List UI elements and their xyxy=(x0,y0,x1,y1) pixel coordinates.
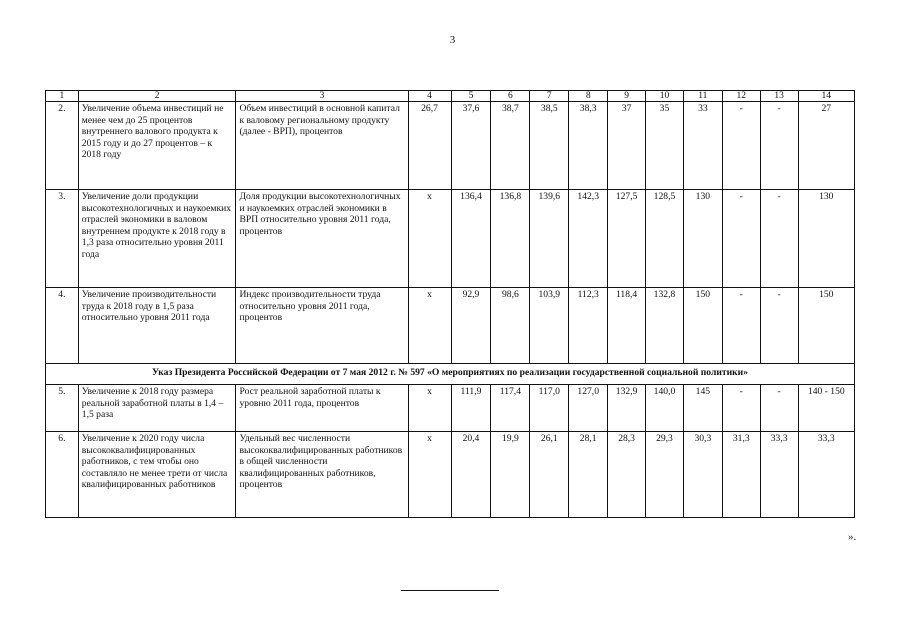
value-cell: 150 xyxy=(798,288,854,364)
column-header: 12 xyxy=(722,91,760,102)
value-cell: 130 xyxy=(798,190,854,288)
target-goal-cell: Увеличение к 2018 году размера реальной заработной платы в 1,4 – 1,5 раза xyxy=(78,385,236,432)
value-cell: 132,8 xyxy=(646,288,684,364)
value-cell: 117,4 xyxy=(491,385,530,432)
value-cell: 127,0 xyxy=(569,385,608,432)
value-cell: 128,5 xyxy=(646,190,684,288)
target-goal-cell: Увеличение доли продукции высокотехнологичных и наукоемких отраслей экономики в валовом внутреннем продукте к 2018 году в 1,3 раза относительно уровня 2011 года xyxy=(78,190,236,288)
value-cell: - xyxy=(722,102,760,190)
column-header: 11 xyxy=(683,91,722,102)
column-header: 10 xyxy=(646,91,684,102)
value-cell: 28,1 xyxy=(569,432,608,518)
value-cell: 29,3 xyxy=(646,432,684,518)
value-cell: 98,6 xyxy=(491,288,530,364)
target-goal-cell: Увеличение к 2020 году числа высококвалифицированных работников, с тем чтобы оно составляло не менее трети от числа квалифицированных работников xyxy=(78,432,236,518)
value-cell: 139,6 xyxy=(530,190,569,288)
value-cell: 26,1 xyxy=(530,432,569,518)
value-cell: 38,7 xyxy=(491,102,530,190)
value-cell: 136,8 xyxy=(491,190,530,288)
value-cell: х xyxy=(408,432,451,518)
value-cell: 145 xyxy=(683,385,722,432)
value-cell: 33 xyxy=(683,102,722,190)
value-cell: 37,6 xyxy=(451,102,491,190)
value-cell: 103,9 xyxy=(530,288,569,364)
column-header: 5 xyxy=(451,91,491,102)
value-cell: - xyxy=(760,385,798,432)
table-row xyxy=(46,190,855,288)
value-cell: 127,5 xyxy=(608,190,646,288)
table-row xyxy=(46,102,855,190)
column-header: 14 xyxy=(798,91,854,102)
indicator-cell: Удельный вес численности высококвалифицированных работников в общей численности квалифицированных работников, процентов xyxy=(236,432,408,518)
value-cell: - xyxy=(722,385,760,432)
target-goal-cell: Увеличение производительности труда к 2018 году в 1,5 раза относительно уровня 2011 года xyxy=(78,288,236,364)
value-cell: 38,5 xyxy=(530,102,569,190)
indicator-cell: Объем инвестиций в основной капитал к валовому региональному продукту (далее - ВРП), процентов xyxy=(236,102,408,190)
value-cell: 117,0 xyxy=(530,385,569,432)
value-cell: 31,3 xyxy=(722,432,760,518)
value-cell: 130 xyxy=(683,190,722,288)
value-cell: 20,4 xyxy=(451,432,491,518)
value-cell: 136,4 xyxy=(451,190,491,288)
value-cell: 92,9 xyxy=(451,288,491,364)
column-header: 3 xyxy=(236,91,408,102)
value-cell: 33,3 xyxy=(760,432,798,518)
value-cell: 140 - 150 xyxy=(798,385,854,432)
value-cell: - xyxy=(722,190,760,288)
closing-quote: ». xyxy=(848,531,857,543)
value-cell: 118,4 xyxy=(608,288,646,364)
column-header: 8 xyxy=(569,91,608,102)
column-header-row xyxy=(46,91,855,102)
target-goal-cell: Увеличение объема инвестиций не менее чем до 25 процентов внутреннего валового продукта к 2015 году и до 27 процентов – к 2018 году xyxy=(78,102,236,190)
value-cell: х xyxy=(408,288,451,364)
column-header: 4 xyxy=(408,91,451,102)
value-cell: - xyxy=(760,102,798,190)
value-cell: 28,3 xyxy=(608,432,646,518)
row-number: 2. xyxy=(46,102,79,190)
column-header: 1 xyxy=(46,91,79,102)
row-number: 6. xyxy=(46,432,79,518)
value-cell: 38,3 xyxy=(569,102,608,190)
value-cell: 37 xyxy=(608,102,646,190)
indicator-cell: Доля продукции высокотехнологичных и наукоемких отраслей экономики в ВРП относительно уровня 2011 года, процентов xyxy=(236,190,408,288)
column-header: 13 xyxy=(760,91,798,102)
column-header: 6 xyxy=(491,91,530,102)
column-header: 2 xyxy=(78,91,236,102)
value-cell: 111,9 xyxy=(451,385,491,432)
footnote-separator xyxy=(401,590,499,591)
value-cell: х xyxy=(408,190,451,288)
value-cell: 30,3 xyxy=(683,432,722,518)
value-cell: 33,3 xyxy=(798,432,854,518)
value-cell: - xyxy=(760,288,798,364)
value-cell: х xyxy=(408,385,451,432)
section-heading-row xyxy=(46,364,855,385)
value-cell: - xyxy=(760,190,798,288)
row-number: 5. xyxy=(46,385,79,432)
row-number: 4. xyxy=(46,288,79,364)
value-cell: 35 xyxy=(646,102,684,190)
value-cell: 142,3 xyxy=(569,190,608,288)
indicator-cell: Рост реальной заработной платы к уровню 2011 года, процентов xyxy=(236,385,408,432)
value-cell: 19,9 xyxy=(491,432,530,518)
targets-table xyxy=(45,90,855,518)
value-cell: 132,9 xyxy=(608,385,646,432)
table-row xyxy=(46,432,855,518)
value-cell: 140,0 xyxy=(646,385,684,432)
page-number: 3 xyxy=(449,34,456,46)
value-cell: 112,3 xyxy=(569,288,608,364)
indicator-cell: Индекс производительности труда относительно уровня 2011 года, процентов xyxy=(236,288,408,364)
value-cell: 26,7 xyxy=(408,102,451,190)
value-cell: 150 xyxy=(683,288,722,364)
table-row xyxy=(46,288,855,364)
column-header: 9 xyxy=(608,91,646,102)
row-number: 3. xyxy=(46,190,79,288)
section-title: Указ Президента Российской Федерации от 7 мая 2012 г. № 597 «О мероприятиях по реализации государственной социальной политики» xyxy=(46,364,855,385)
table-row xyxy=(46,385,855,432)
value-cell: - xyxy=(722,288,760,364)
value-cell: 27 xyxy=(798,102,854,190)
column-header: 7 xyxy=(530,91,569,102)
